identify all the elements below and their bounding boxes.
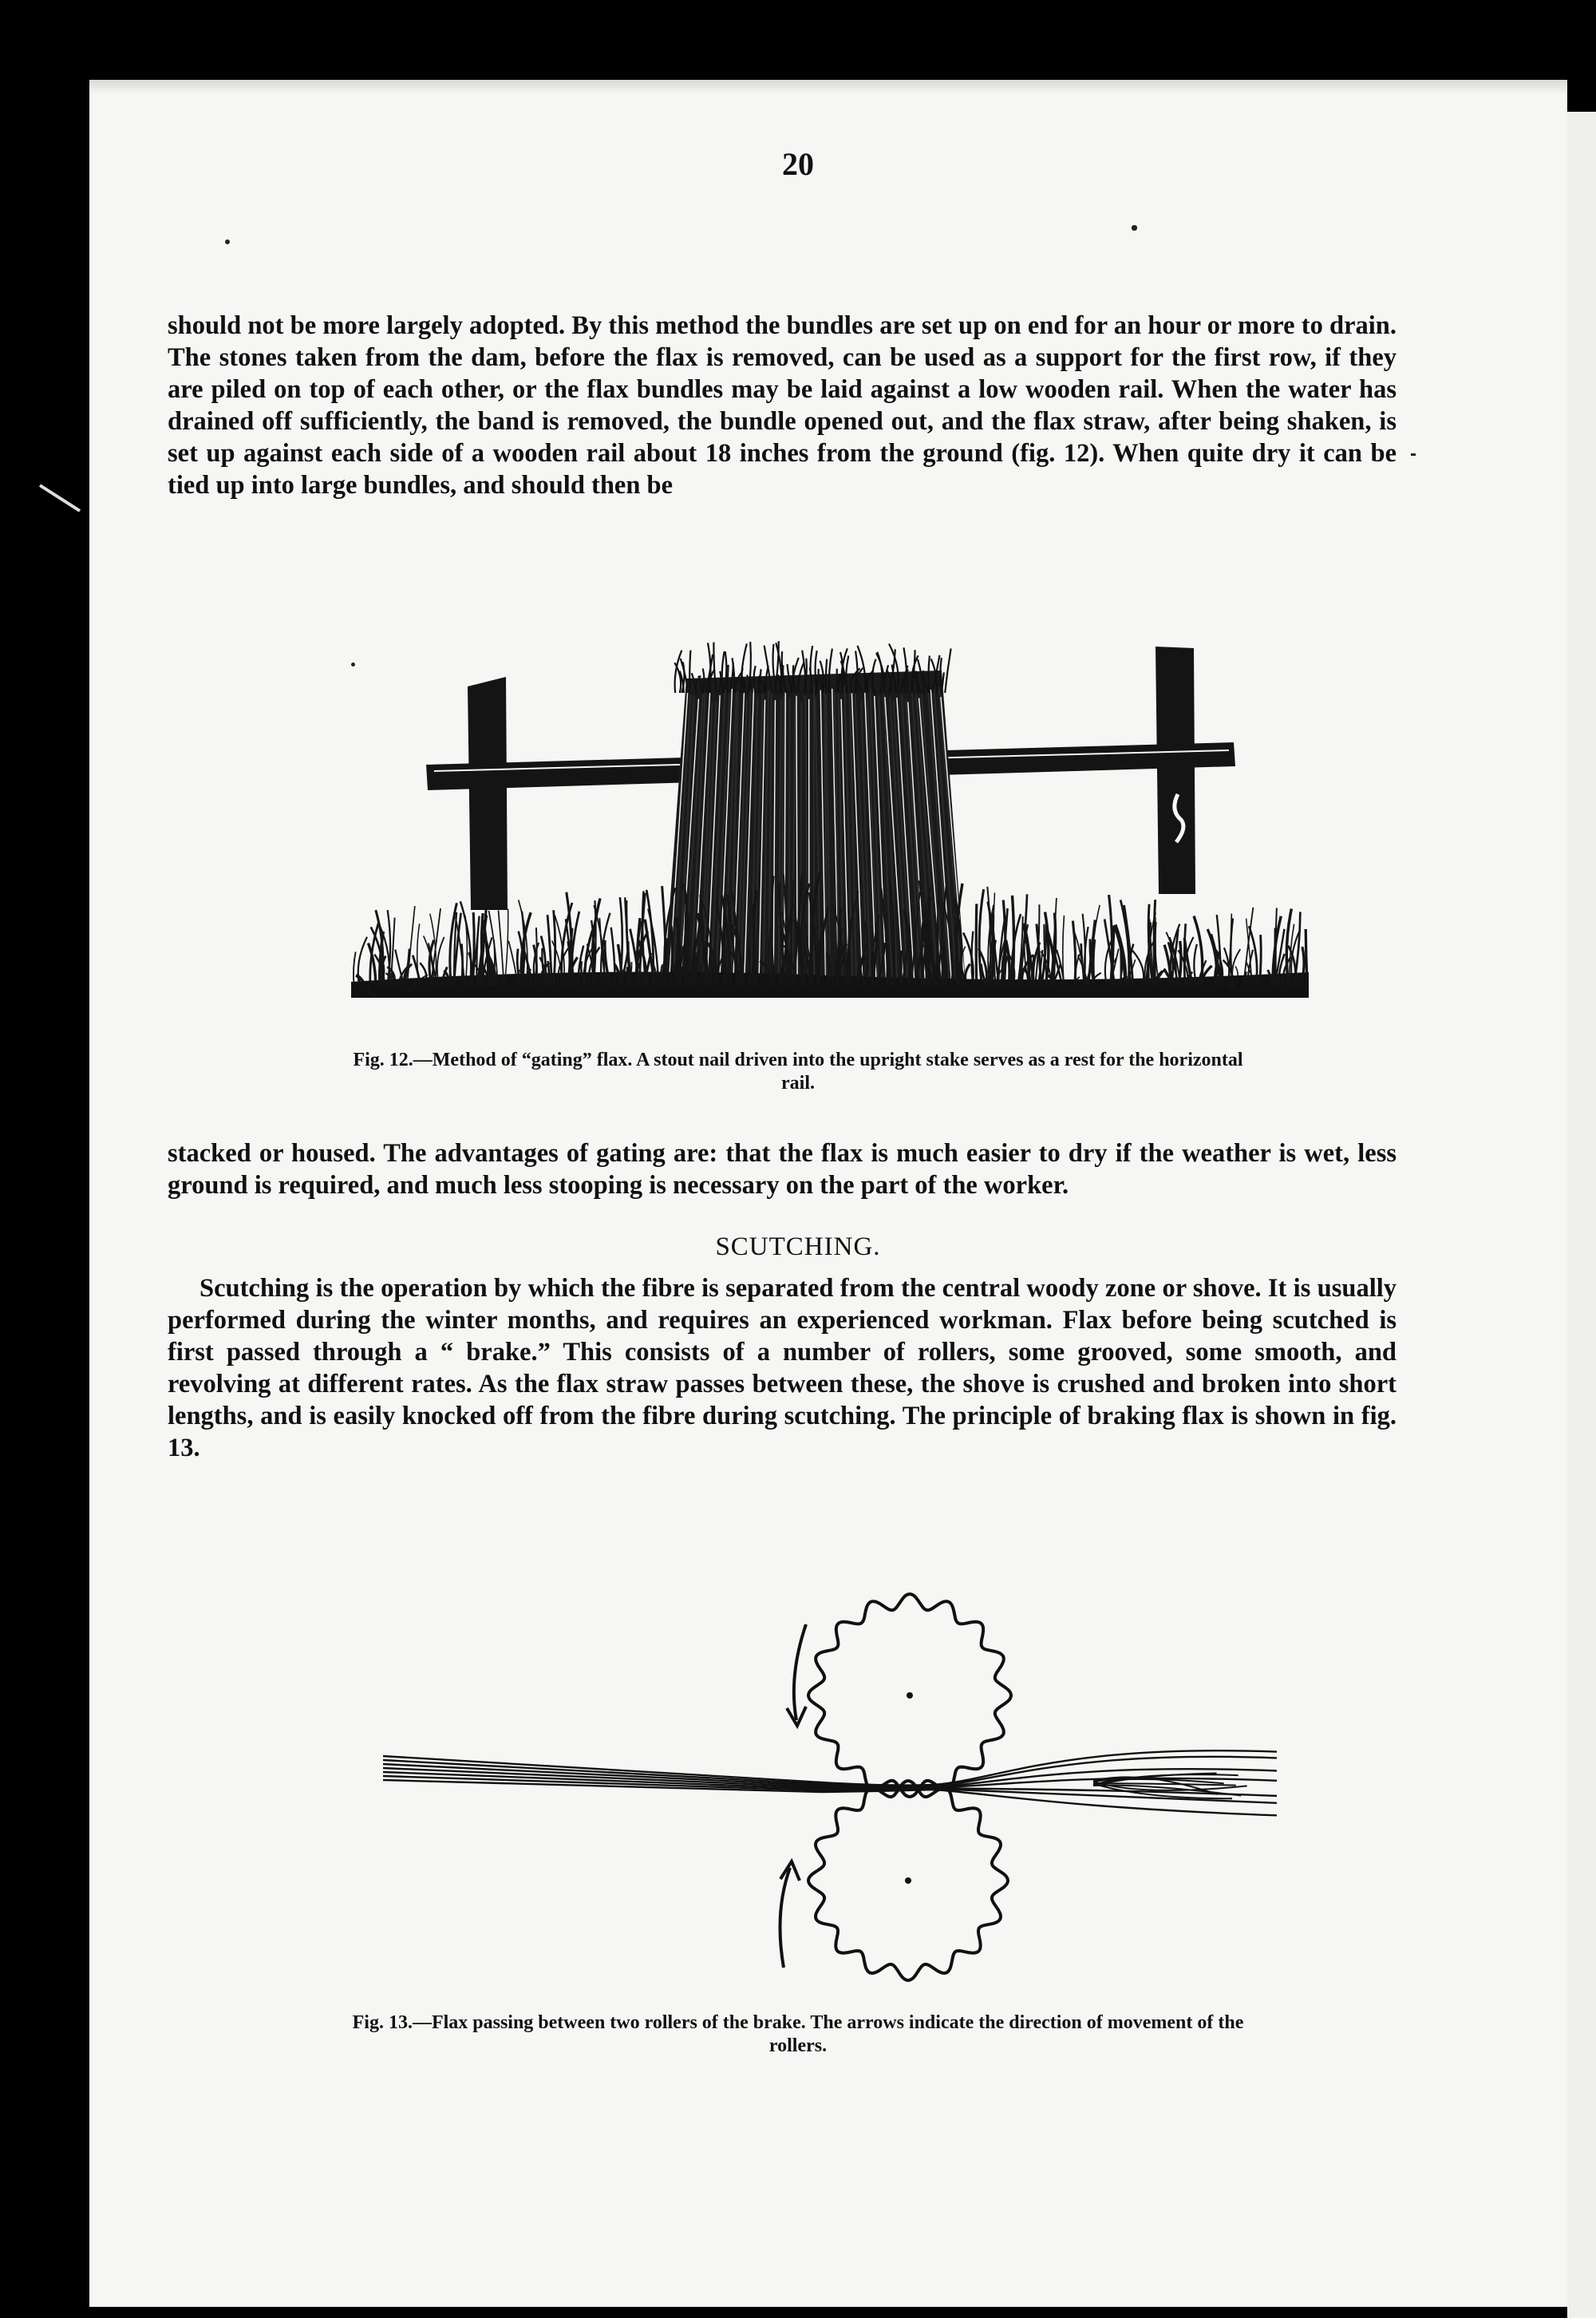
page-number: 20 [782, 146, 814, 182]
arrow-upper-roller [787, 1624, 806, 1726]
paragraph-gating-advantages: stacked or housed. The advantages of gating are: that the flax is much easier to dry if the weather is wet, less ground is required, and much less stooping is necessary on the part of the worker. [168, 1139, 1396, 1200]
section-heading-scutching: SCUTCHING. [715, 1232, 881, 1261]
lower-roller-axle [905, 1877, 911, 1884]
scan-speck [1411, 453, 1416, 456]
left-stake [468, 677, 508, 910]
figure-12-caption-text: Fig. 12.—Method of “gating” flax. A stout nail driven into the upright stake serves as a rest for the horizontal rail. [353, 1050, 1243, 1094]
figure-13-caption-text: Fig. 13.—Flax passing between two rollers of the brake. The arrows indicate the direction of movement of the rollers. [352, 2012, 1244, 2056]
scan-margin-mark [32, 479, 96, 519]
upper-roller-axle [907, 1692, 913, 1699]
arrow-lower-roller [780, 1861, 800, 1968]
adjacent-page-edge [1567, 112, 1596, 2318]
figure-12-gating-illustration [351, 631, 1309, 998]
figure-13-brake-rollers [375, 1588, 1301, 2004]
figure-13-caption [0, 2011, 1596, 2058]
paragraph-gating-intro: should not be more largely adopted. By this method the bundles are set up on end for an hour or more to drain. The stones taken from the dam, before the flax is removed, can be used as a support for the first row, if they are piled on top of each other, or the flax bundles may be laid against a low wooden rail. When the water has drained off sufficiently, the band is removed, the bundle opened out, and the flax straw, after being shaken, is set up against each side of a wooden rail about 18 inches from the ground (fig. 12). When quite dry it can be tied up into large bundles, and should then be [168, 311, 1396, 500]
right-stake [1156, 647, 1195, 894]
paragraph-scutching: Scutching is the operation by which the fibre is separated from the central woody zone or shove. It is usually performed during the winter months, and requires an experienced workman. Flax before being scutched is first passed through a “ brake.” This consists of a number of rollers, some grooved, some smooth, and revolving at different rates. As the flax straw passes between these, the shove is crushed and broken into short lengths, and is easily knocked off from the fibre during scutching. The principle of braking flax is shown in fig. 13. [168, 1274, 1396, 1462]
scan-speck [225, 239, 230, 244]
scan-speck [1132, 225, 1137, 231]
scan-speck [351, 663, 355, 667]
figure-12-caption [0, 1049, 1596, 1095]
page-top-edge [89, 80, 1567, 94]
flax-straw-strands [383, 1750, 1277, 1815]
